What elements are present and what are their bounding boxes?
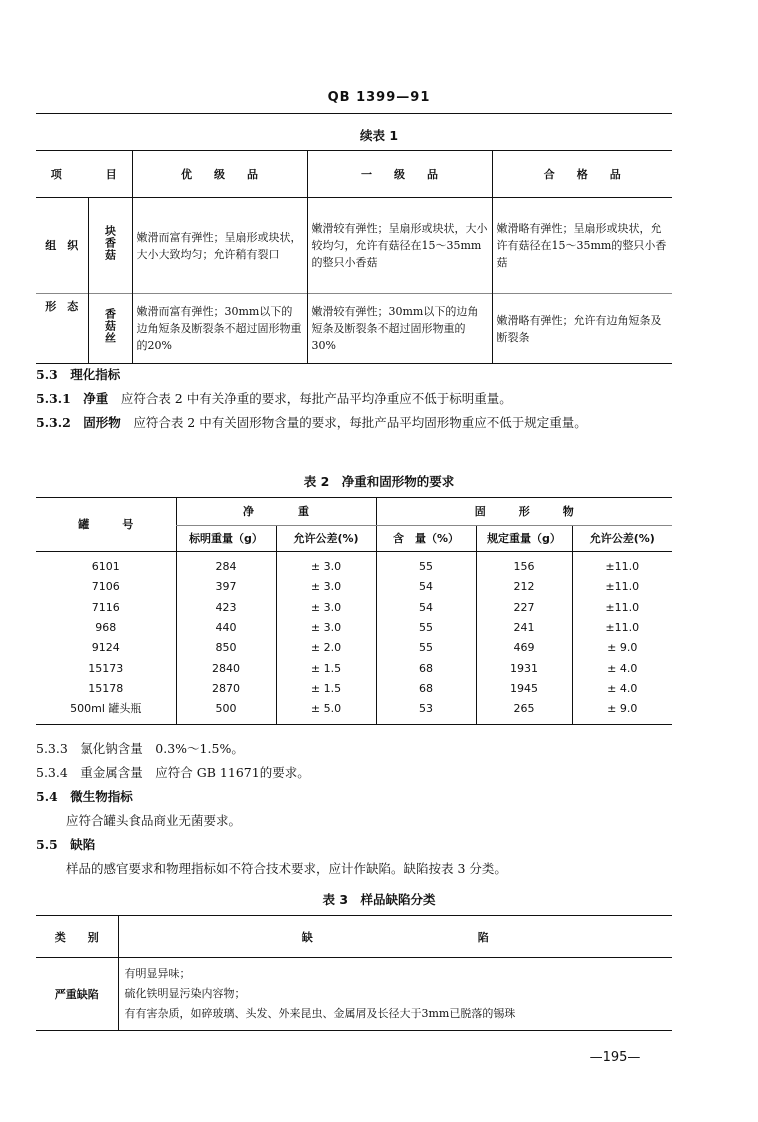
col-header-solids-tolerance: 允许公差(%) xyxy=(572,526,672,552)
cell-net-tolerance: ± 3.0 xyxy=(276,577,376,597)
table1-header-row xyxy=(36,151,672,198)
cell-can-no: 15173 xyxy=(88,661,124,675)
cell-content: 55 xyxy=(376,552,476,578)
cell-content: 55 xyxy=(376,618,476,638)
table-row xyxy=(36,618,672,638)
cell-can-no: 968 xyxy=(95,620,117,634)
cell-net-tolerance: ± 2.0 xyxy=(276,638,376,658)
defect-line-2: 硫化铁明显污染内容物； xyxy=(124,987,246,1000)
table3-header-row xyxy=(36,916,672,958)
col-header-grade-first: 一 级 品 xyxy=(307,151,492,198)
cell-labeled-weight: 423 xyxy=(176,597,276,617)
cell-can-no: 15178 xyxy=(88,682,124,696)
section-5-3-1-text: 应符合表 2 中有关净重的要求，每批产品平均净重应不低于标明重量。 xyxy=(120,391,512,406)
section-5-5-heading: 5.5 缺陷 xyxy=(36,837,96,852)
table3-defect-classification xyxy=(36,915,672,1031)
sub-label-mushroom-shred: 香菇丝 xyxy=(103,308,117,344)
cell-specified-weight: 1931 xyxy=(476,659,572,679)
cell-content: 68 xyxy=(376,659,476,679)
col-header-net-tolerance: 允许公差(%) xyxy=(276,526,376,552)
table1-caption: 续表 1 xyxy=(359,128,399,143)
cell-specified-weight: 212 xyxy=(476,577,572,597)
table3-row-serious xyxy=(36,958,672,1031)
cell-can-no: 6101 xyxy=(91,560,120,573)
cell-solids-tolerance: ± 9.0 xyxy=(572,699,672,725)
cell-labeled-weight: 397 xyxy=(176,577,276,597)
sub-label-block-mushroom: 块香菇 xyxy=(103,225,117,261)
cell-solids-tolerance: ± 4.0 xyxy=(572,659,672,679)
cell-content: 68 xyxy=(376,679,476,699)
section-5-3-1 xyxy=(36,388,676,409)
table2-header-row-1 xyxy=(36,498,672,526)
cell-shred-qualified: 嫩滑略有弹性；允许有边角短条及断裂条 xyxy=(492,294,672,364)
cell-net-tolerance: ± 5.0 xyxy=(276,699,376,725)
cell-can-no: 7116 xyxy=(91,600,120,614)
table-row xyxy=(36,597,672,617)
col-header-solids: 固 形 物 xyxy=(376,498,672,526)
cell-specified-weight: 1945 xyxy=(476,679,572,699)
table-row xyxy=(36,577,672,597)
table-row xyxy=(36,659,672,679)
table1-organization-form xyxy=(36,150,672,364)
section-5-5-text: 样品的感官要求和物理指标如不符合技术要求，应计作缺陷。缺陷按表 3 分类。 xyxy=(66,861,507,876)
col-header-content: 含 量（%） xyxy=(376,526,476,552)
cell-content: 54 xyxy=(376,577,476,597)
cell-can-no: 7106 xyxy=(91,580,120,594)
cell-solids-tolerance: ±11.0 xyxy=(572,552,672,578)
cell-solids-tolerance: ± 9.0 xyxy=(572,638,672,658)
cell-net-tolerance: ± 3.0 xyxy=(276,552,376,578)
cell-solids-tolerance: ±11.0 xyxy=(572,618,672,638)
section-5-3-2-title: 5.3.2 固形物 xyxy=(36,415,121,430)
table-row xyxy=(36,679,672,699)
group-label-organization: 组 织 xyxy=(45,239,79,252)
category-serious-defect: 严重缺陷 xyxy=(54,988,99,1001)
standard-code-header: QB 1399—91 xyxy=(327,90,431,105)
header-rule xyxy=(36,113,672,114)
table3-caption: 表 3 样品缺陷分类 xyxy=(322,892,436,907)
cell-solids-tolerance: ±11.0 xyxy=(572,597,672,617)
table-row xyxy=(36,552,672,578)
table-row xyxy=(36,699,672,725)
col-header-grade-qualified: 合 格 品 xyxy=(492,151,672,198)
cell-labeled-weight: 500 xyxy=(176,699,276,725)
col-header-labeled-weight: 标明重量（g） xyxy=(176,526,276,552)
col-header-net-weight: 净 重 xyxy=(176,498,376,526)
cell-solids-tolerance: ± 4.0 xyxy=(572,679,672,699)
cell-net-tolerance: ± 1.5 xyxy=(276,659,376,679)
cell-specified-weight: 265 xyxy=(476,699,572,725)
section-5-3-3: 5.3.3 氯化钠含量 0.3%～1.5%。 xyxy=(36,741,244,756)
cell-content: 55 xyxy=(376,638,476,658)
cell-specified-weight: 469 xyxy=(476,638,572,658)
section-5-3-1-title: 5.3.1 净重 xyxy=(36,391,109,406)
cell-block-premium: 嫩滑而富有弹性；呈扇形或块状，大小大致均匀；允许稍有裂口 xyxy=(132,198,307,294)
cell-labeled-weight: 440 xyxy=(176,618,276,638)
cell-net-tolerance: ± 3.0 xyxy=(276,597,376,617)
cell-net-tolerance: ± 3.0 xyxy=(276,618,376,638)
cell-content: 53 xyxy=(376,699,476,725)
cell-specified-weight: 227 xyxy=(476,597,572,617)
cell-can-no: 9124 xyxy=(91,641,120,655)
page-number: —195— xyxy=(589,1050,641,1065)
cell-shred-first: 嫩滑较有弹性；30mm以下的边角短条及断裂条不超过固形物重的30% xyxy=(307,294,492,364)
col-header-defect: 缺 陷 xyxy=(118,916,672,958)
col-header-can-no: 罐 号 xyxy=(36,498,176,552)
table-row xyxy=(36,638,672,658)
col-header-category: 类 别 xyxy=(54,930,99,944)
col-header-item: 项 目 xyxy=(36,151,132,198)
section-5-3-2 xyxy=(36,412,676,433)
cell-specified-weight: 241 xyxy=(476,618,572,638)
cell-can-no: 500ml 罐头瓶 xyxy=(70,702,142,716)
col-header-grade-premium: 优 级 品 xyxy=(132,151,307,198)
defect-line-1: 有明显异味； xyxy=(124,967,191,980)
cell-content: 54 xyxy=(376,597,476,617)
cell-labeled-weight: 850 xyxy=(176,638,276,658)
cell-specified-weight: 156 xyxy=(476,552,572,578)
cell-block-qualified: 嫩滑略有弹性；呈扇形或块状，允许有菇径在15～35mm的整只小香菇 xyxy=(492,198,672,294)
table1-row-block xyxy=(36,198,672,294)
cell-shred-premium: 嫩滑而富有弹性；30mm以下的边角短条及断裂条不超过固形物重的20% xyxy=(132,294,307,364)
group-label-form: 形 态 xyxy=(45,300,79,313)
cell-solids-tolerance: ±11.0 xyxy=(572,577,672,597)
cell-net-tolerance: ± 1.5 xyxy=(276,679,376,699)
section-5-3-4: 5.3.4 重金属含量 应符合 GB 11671的要求。 xyxy=(36,765,310,780)
cell-labeled-weight: 2840 xyxy=(176,659,276,679)
table1-row-shred xyxy=(36,294,672,364)
section-5-3-heading: 5.3 理化指标 xyxy=(36,367,121,382)
section-5-4-text: 应符合罐头食品商业无菌要求。 xyxy=(66,813,242,828)
table2-caption: 表 2 净重和固形物的要求 xyxy=(303,474,455,489)
cell-block-first: 嫩滑较有弹性；呈扇形或块状，大小较均匀，允许有菇径在15～35mm的整只小香菇 xyxy=(307,198,492,294)
cell-labeled-weight: 2870 xyxy=(176,679,276,699)
section-5-4-heading: 5.4 微生物指标 xyxy=(36,789,133,804)
col-header-specified-weight: 规定重量（g） xyxy=(476,526,572,552)
cell-labeled-weight: 284 xyxy=(176,552,276,578)
section-5-3-2-text: 应符合表 2 中有关固形物含量的要求，每批产品平均固形物重应不低于规定重量。 xyxy=(133,415,587,430)
table2-net-weight-solids xyxy=(36,497,672,725)
defect-line-3: 有有害杂质，如碎玻璃、头发、外来昆虫、金属屑及长径大于3mm已脱落的锡珠 xyxy=(124,1007,516,1020)
